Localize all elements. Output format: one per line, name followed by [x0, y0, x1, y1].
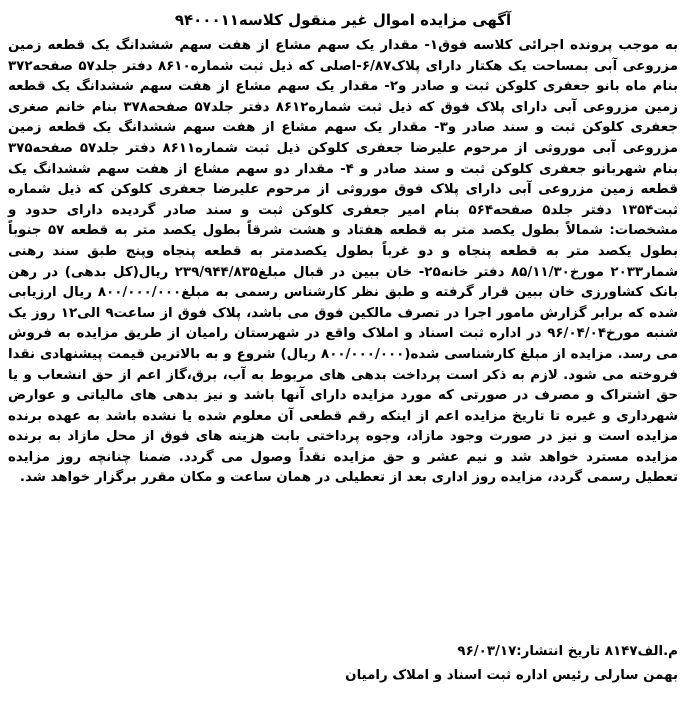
notice-title: آگهی مزایده اموال غیر منقول کلاسه۹۴۰۰۰۱۱ — [174, 11, 512, 29]
signature-line: بهمن سارلی رئیس اداره ثبت اسناد و املاک رامیان — [345, 668, 678, 683]
notice-body: به موجب پرونده اجرائی کلاسه فوق۱- مقدار یک سهم مشاع از هفت سهم ششدانگ یک قطعه زمین مزروعی آبی بمساحت یک هکتار دارای پلاک۶/۸۷-اصلی که ذیل ثبت شماره۸۶۱۰ دفتر جلد۵۷ صفحه۳۷۲ بنام ماه بانو جعفری کلوکن ثبت و صادر و۲- مقدار یک سهم مشاع از هفت سهم ششدانگ یک قطعه زمین مزروعی آبی دارای پلاک فوق که ذیل ثبت شماره۸۶۱۲ دفتر جلد۵۷ صفحه۳۷۸ بنام خانم صغری جعفری کلوکن ثبت و سند صادر و۳- مقدار یک سهم مشاع از هفت سهم ششدانگ یک قطعه زمین مزروعی آبی موروثی از مرحوم علیرضا جعفری کلوکن ذیل ثبت شماره۸۶۱۱ دفتر جلد۵۷ صفحه۳۷۵ بنام شهربانو جعفری کلوکن ثبت و سند صادر و ۴- مقدار دو سهم مشاع از هفت سهم ششدانگ یک قطعه زمین مزروعی آبی دارای پلاک فوق موروثی از مرحوم علیرضا جعفری کلوکن که ذیل شماره ثبت۱۳۵۴ دفتر جلد۵ صفحه۵۶۴ بنام امیر جعفری کلوکن ثبت و سند صادر گردیده دارای حدود و مشخصات: شمالاً بطول یکصد متر به قطعه هفتاد و هشت شرقاً بطول یکصد متر به قطعه ۵۷ جنوباً بطول یکصد متر به قطعه پنجاه و دو غرباً بطول یکصدمتر به قطعه پنجاه وپنج طبق سند رهنی شمار۲۰۳۳ مورخ۸۵/۱۱/۳۰ دفتر خانه۲۵- خان ببین در قبال مبلغ۲۳۹/۹۴۴/۸۳۵ ریال(کل بدهی) در رهن بانک کشاورزی خان ببین قرار گرفته و طبق نظر کارشناس رسمی به مبلغ۸۰۰/۰۰۰/۰۰۰ ریال ارزیابی شده که برابر گزارش مامور اجرا در تصرف مالکین فوق می باشد، پلاک فوق از ساعت۹ الی۱۲ روز یک شنبه مورخ۹۶/۰۴/۰۴ در اداره ثبت اسناد و املاک واقع در شهرستان رامیان از طریق مزایده به فروش می رسد. مزایده از مبلغ کارشناسی شده(۸۰۰/۰۰۰/۰۰۰ ریال) شروع و به بالاترین قیمت پیشنهادی نقدا فروخته می شود. لازم به ذکر است پرداخت بدهی های مربوط به آب، برق،گاز اعم از حق انشعاب و یا حق اشتراک و مصرف در صورتی که مورد مزایده دارای آنها باشد و نیز بدهی های مالیاتی و عوارض شهرداری و غیره تا تاریخ مزایده اعم از اینکه رقم قطعی آن معلوم شده یا نشده باشد به عهده برنده مزایده است و نیز در صورت وجود مازاد، وجوه پرداختی بابت هزینه های فوق از محل مازاد به برنده مزایده مسترد خواهد شد و نیم عشر و حق مزایده نقداً وصول می گردد. ضمنا چنانچه روز مزایده تعطیل رسمی گردد، مزایده روز اداری بعد از تعطیلی در همان ساعت و مکان مقرر برگزار خواهد شد. — [8, 38, 679, 486]
reference-line: م.الف۸۱۴۷ تاریخ انتشار:۹۶/۰۳/۱۷ — [457, 644, 678, 659]
